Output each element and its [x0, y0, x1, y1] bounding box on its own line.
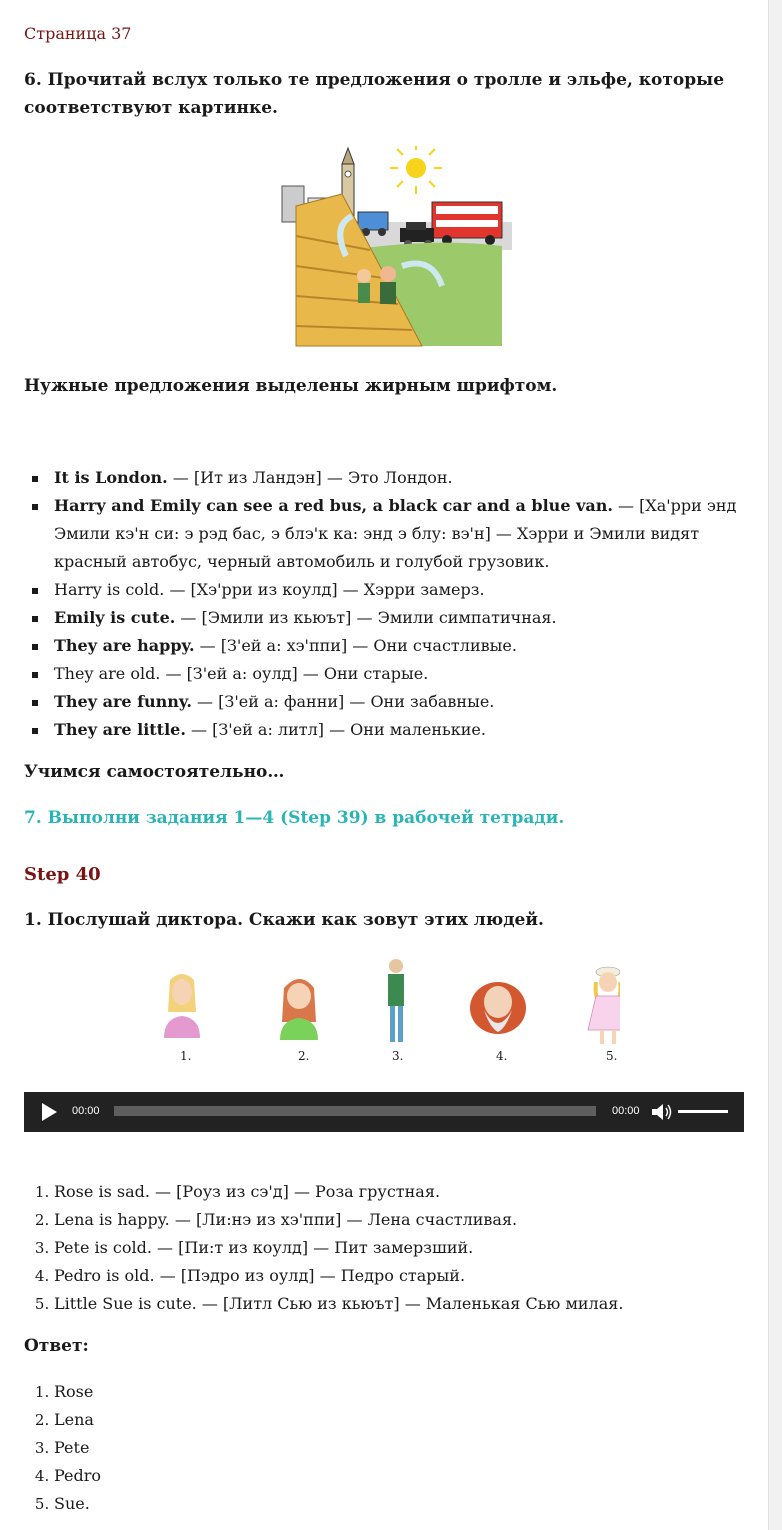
list-item: It is London. — [Ит из Ландэн] — Это Лондон.: [54, 464, 744, 492]
play-icon[interactable]: [42, 1103, 57, 1121]
figure-caption: 5.: [606, 1049, 618, 1063]
person-4-figure: [470, 982, 526, 1034]
current-time: 00:00: [72, 1105, 100, 1117]
duration-time: 00:00: [612, 1105, 640, 1117]
figure-caption: 4.: [496, 1049, 508, 1063]
self-study-heading: Учимся самостоятельно…: [24, 762, 285, 782]
task-7-link[interactable]: 7. Выполни задания 1—4 (Step 39) в рабочей тетради.: [24, 808, 565, 828]
london-illustration: [272, 146, 512, 356]
step-40-heading: Step 40: [24, 864, 101, 885]
person-5-figure: [588, 967, 620, 1044]
task-6-heading: 6. Прочитай вслух только те предложения о тролле и эльфе, которые соответствуют картинке.: [24, 70, 725, 118]
list-item: 3. Pete is cold. — [Пи:т из коулд] — Пит замерзший.: [54, 1234, 754, 1262]
list-item: 5. Little Sue is cute. — [Литл Сью из кьюът] — Маленькая Сью милая.: [54, 1290, 754, 1318]
answer-list: [24, 1378, 754, 1518]
list-item: 1. Rose is sad. — [Роуз из сэ'д] — Роза грустная.: [54, 1178, 754, 1206]
list-item: Harry is cold. — [Хэ'рри из коулд] — Хэрри замерз.: [54, 576, 744, 604]
list-item: 5. Sue.: [54, 1490, 754, 1518]
list-item: They are little. — [З'ей а: литл] — Они маленькие.: [54, 716, 744, 744]
list-item: 1. Rose: [54, 1378, 754, 1406]
volume-slider[interactable]: [678, 1110, 728, 1113]
list-item: 3. Pete: [54, 1434, 754, 1462]
step-40-sentences: [24, 1178, 754, 1318]
page-number-link[interactable]: Страница 37: [24, 24, 132, 43]
figure-caption: 1.: [180, 1049, 192, 1063]
answer-label: Ответ:: [24, 1336, 89, 1356]
list-item: Harry and Emily can see a red bus, a black car and a blue van. — [Ха'рри энд Эмили кэ'н си: э рэд бас, э блэ'к ка: энд э блу: вэ'н] — Хэрри и Эмили видят красный автобус, черный автомобиль и голубой грузовик.: [54, 492, 744, 576]
list-item: 4. Pedro: [54, 1462, 754, 1490]
task-6-sentences: [24, 464, 744, 744]
volume-icon[interactable]: [652, 1104, 672, 1120]
person-2-figure: [280, 979, 318, 1040]
scrollbar[interactable]: [768, 0, 782, 1530]
figure-caption: 2.: [298, 1049, 310, 1063]
list-item: Emily is cute. — [Эмили из кьюът] — Эмили симпатичная.: [54, 604, 744, 632]
list-item: They are old. — [З'ей а: оулд] — Они старые.: [54, 660, 744, 688]
person-1-figure: [164, 974, 200, 1038]
list-item: 4. Pedro is old. — [Пэдро из оулд] — Педро старый.: [54, 1262, 754, 1290]
list-item: 2. Lena is happy. — [Ли:нэ из хэ'ппи] — Лена счастливая.: [54, 1206, 754, 1234]
person-3-figure: [388, 959, 404, 1042]
people-illustration: [150, 952, 620, 1070]
task-1-heading: 1. Послушай диктора. Скажи как зовут этих людей.: [24, 910, 544, 930]
audio-player: [24, 1092, 744, 1132]
task-6-note: Нужные предложения выделены жирным шрифтом.: [24, 376, 558, 396]
figure-caption: 3.: [392, 1049, 404, 1063]
audio-progress-bar[interactable]: [114, 1106, 596, 1116]
list-item: 2. Lena: [54, 1406, 754, 1434]
list-item: They are happy. — [З'ей а: хэ'ппи] — Они счастливые.: [54, 632, 744, 660]
list-item: They are funny. — [З'ей а: фанни] — Они забавные.: [54, 688, 744, 716]
